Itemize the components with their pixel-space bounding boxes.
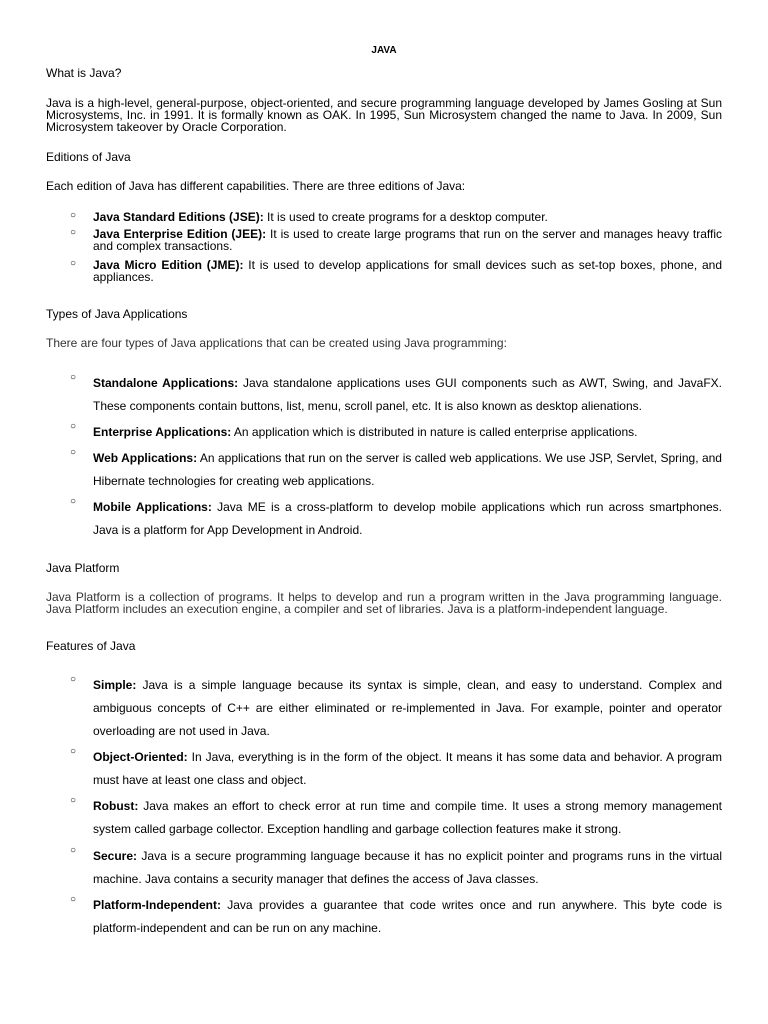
item-text: Java is a secure programming language because it has no explicit pointer and programs runs in the virtual machine. Java contains a security manager that defines the access of Java classes. bbox=[93, 849, 722, 886]
item-term: Robust: bbox=[93, 799, 139, 813]
heading-what-is-java: What is Java? bbox=[46, 66, 122, 80]
document-title: JAVA bbox=[371, 45, 397, 56]
item-text: It is used to create programs for a desktop computer. bbox=[263, 210, 548, 224]
bullet-icon: ○ bbox=[70, 795, 77, 806]
item-term: Standalone Applications: bbox=[93, 376, 239, 390]
item-term: Mobile Applications: bbox=[93, 500, 212, 514]
bullet-icon: ○ bbox=[70, 421, 77, 432]
bullet-icon: ○ bbox=[70, 894, 77, 905]
heading-types: Types of Java Applications bbox=[46, 307, 188, 321]
item-text: Java makes an effort to check error at run time and compile time. It uses a strong memory management system called garbage collector. Exception handling and garbage collection features make it strong. bbox=[93, 799, 722, 836]
item-text: Java standalone applications uses GUI components such as AWT, Swing, and JavaFX. These components contain buttons, list, menu, scroll panel, etc. It is also known as desktop alienations. bbox=[93, 376, 722, 413]
item-term: Java Micro Edition (JME): bbox=[93, 258, 244, 272]
bullet-icon: ○ bbox=[70, 210, 77, 221]
bullet-icon: ○ bbox=[70, 372, 77, 383]
bullet-icon: ○ bbox=[70, 746, 77, 757]
item-text: It is used to create large programs that run on the server and manages heavy traffic and complex transactions. bbox=[93, 227, 722, 253]
item-term: Enterprise Applications: bbox=[93, 425, 232, 439]
item-term: Simple: bbox=[93, 678, 137, 692]
bullet-icon: ○ bbox=[70, 447, 77, 458]
heading-features: Features of Java bbox=[46, 639, 136, 653]
paragraph-java-platform: Java Platform is a collection of programs. It helps to develop and run a program written in the Java programming language. Java Platform includes an execution engine, a compiler and set of libraries. Java is a platform-independent language. bbox=[46, 590, 722, 616]
heading-editions: Editions of Java bbox=[46, 150, 131, 164]
item-text: In Java, everything is in the form of the object. It means it has some data and behavior. A program must have at least one class and object. bbox=[93, 750, 722, 787]
item-term: Java Enterprise Edition (JEE): bbox=[93, 227, 267, 241]
bullet-icon: ○ bbox=[70, 845, 77, 856]
item-term: Java Standard Editions (JSE): bbox=[93, 210, 264, 224]
item-text: It is used to develop applications for small devices such as set-top boxes, phone, and appliances. bbox=[93, 258, 723, 284]
item-text: Java is a simple language because its syntax is simple, clean, and easy to understand. Complex and ambiguous concepts of C++ are either eliminated or re-implemented in Java. For example, pointer and operator overloading are not used in Java. bbox=[93, 678, 722, 738]
bullet-icon: ○ bbox=[70, 227, 77, 238]
item-term: Web Applications: bbox=[93, 451, 198, 465]
bullet-icon: ○ bbox=[70, 258, 77, 269]
item-text: An application which is distributed in nature is called enterprise applications. bbox=[231, 425, 638, 439]
heading-java-platform: Java Platform bbox=[46, 561, 120, 575]
paragraph-editions-intro: Each edition of Java has different capabilities. There are three editions of Java: bbox=[46, 179, 466, 193]
item-text: An applications that run on the server is called web applications. We use JSP, Servlet, Spring, and Hibernate technologies for creating web applications. bbox=[93, 451, 722, 488]
paragraph-types-intro: There are four types of Java applications that can be created using Java programming: bbox=[46, 336, 507, 350]
item-text: Java provides a guarantee that code writes once and run anywhere. This byte code is platform-independent and can be run on any machine. bbox=[93, 898, 722, 935]
bullet-icon: ○ bbox=[70, 674, 77, 685]
bullet-icon: ○ bbox=[70, 496, 77, 507]
item-term: Platform-Independent: bbox=[93, 898, 221, 912]
item-text: Java ME is a cross-platform to develop mobile applications which run across smartphones. Java is a platform for App Development in Android. bbox=[93, 500, 722, 537]
item-term: Object-Oriented: bbox=[93, 750, 188, 764]
paragraph-what-is-java: Java is a high-level, general-purpose, object-oriented, and secure programming language developed by James Gosling at Sun Microsystems, Inc. in 1991. It is formally known as OAK. In 1995, Sun Microsystem changed the name to Java. In 2009, Sun Microsystem takeover by Oracle Corporation. bbox=[46, 96, 722, 134]
item-term: Secure: bbox=[93, 849, 138, 863]
